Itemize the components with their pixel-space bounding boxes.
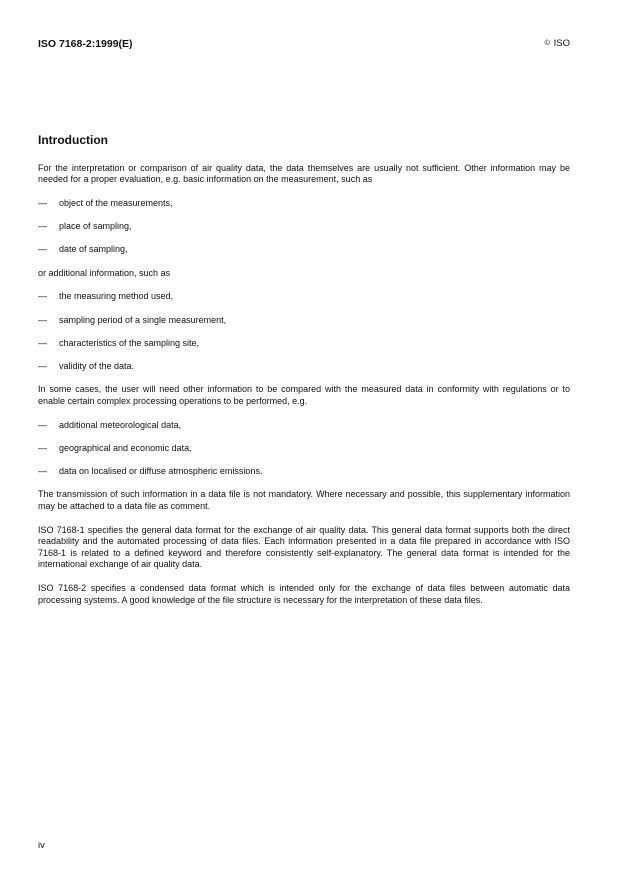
list-dash: — — [38, 291, 47, 302]
list-item: — characteristics of the sampling site, — [38, 337, 200, 348]
copyright-notice — [544, 38, 570, 49]
list-dash: — — [38, 244, 47, 255]
paragraph-6: ISO 7168-2 specifies a condensed data format which is intended only for the exchange of data files between automatic data processing systems. A good knowledge of the file structure is necessary for the interpretation of these data files. — [38, 582, 570, 605]
list-dash: — — [38, 442, 47, 453]
list-dash: — — [38, 197, 47, 208]
page-number: iv — [38, 840, 45, 851]
list-dash: — — [38, 314, 47, 325]
paragraph-4: The transmission of such information in a data file is not mandatory. Where necessary and possible, this supplementary information may be attached to a data file as comment. — [38, 489, 570, 511]
paragraph-2: or additional information, such as — [38, 267, 171, 278]
list-dash: — — [38, 221, 47, 232]
list-item: — data on localised or diffuse atmospheric emissions. — [38, 466, 263, 477]
list-item: — object of the measurements, — [38, 197, 173, 208]
measurement-info-list — [38, 198, 570, 256]
copyright-symbol: © — [544, 38, 550, 47]
introduction-section — [38, 135, 570, 618]
list-dash: — — [38, 466, 47, 477]
list-dash: — — [38, 337, 47, 348]
list-item: — validity of the data. — [38, 361, 135, 372]
list-dash: — — [38, 361, 47, 372]
list-item: — sampling period of a single measurement, — [38, 314, 227, 325]
other-info-list — [38, 420, 570, 478]
paragraph-3: In some cases, the user will need other information to be compared with the measured data in conformity with regulations or to enable certain complex processing operations to be performed, e.g. — [38, 384, 570, 406]
list-item: — additional meteorological data, — [38, 419, 182, 430]
list-item: — place of sampling, — [38, 221, 132, 232]
list-item: — the measuring method used, — [38, 291, 174, 302]
paragraph-1: For the interpretation or comparison of air quality data, the data themselves are usually not sufficient. Other information may be needed for a proper evaluation, e.g. basic information on the measurement, such as — [38, 162, 570, 185]
list-item: — geographical and economic data, — [38, 442, 192, 453]
list-item: — date of sampling, — [38, 244, 128, 255]
document-id: ISO 7168-2:1999(E) — [38, 38, 133, 50]
section-heading: Introduction — [38, 133, 108, 147]
copyright-org: ISO — [553, 38, 570, 49]
additional-info-list — [38, 291, 570, 372]
paragraph-5: ISO 7168-1 specifies the general data format for the exchange of air quality data. This general data format supports both the direct readability and the automated processing of data files. Each information presented in a data file prepared in accordance with ISO 7168-1 is related to a defined keyword and therefore consistently self-explanatory. The general data format is intended for the international exchange of air quality data. — [38, 524, 570, 570]
list-dash: — — [38, 419, 47, 430]
